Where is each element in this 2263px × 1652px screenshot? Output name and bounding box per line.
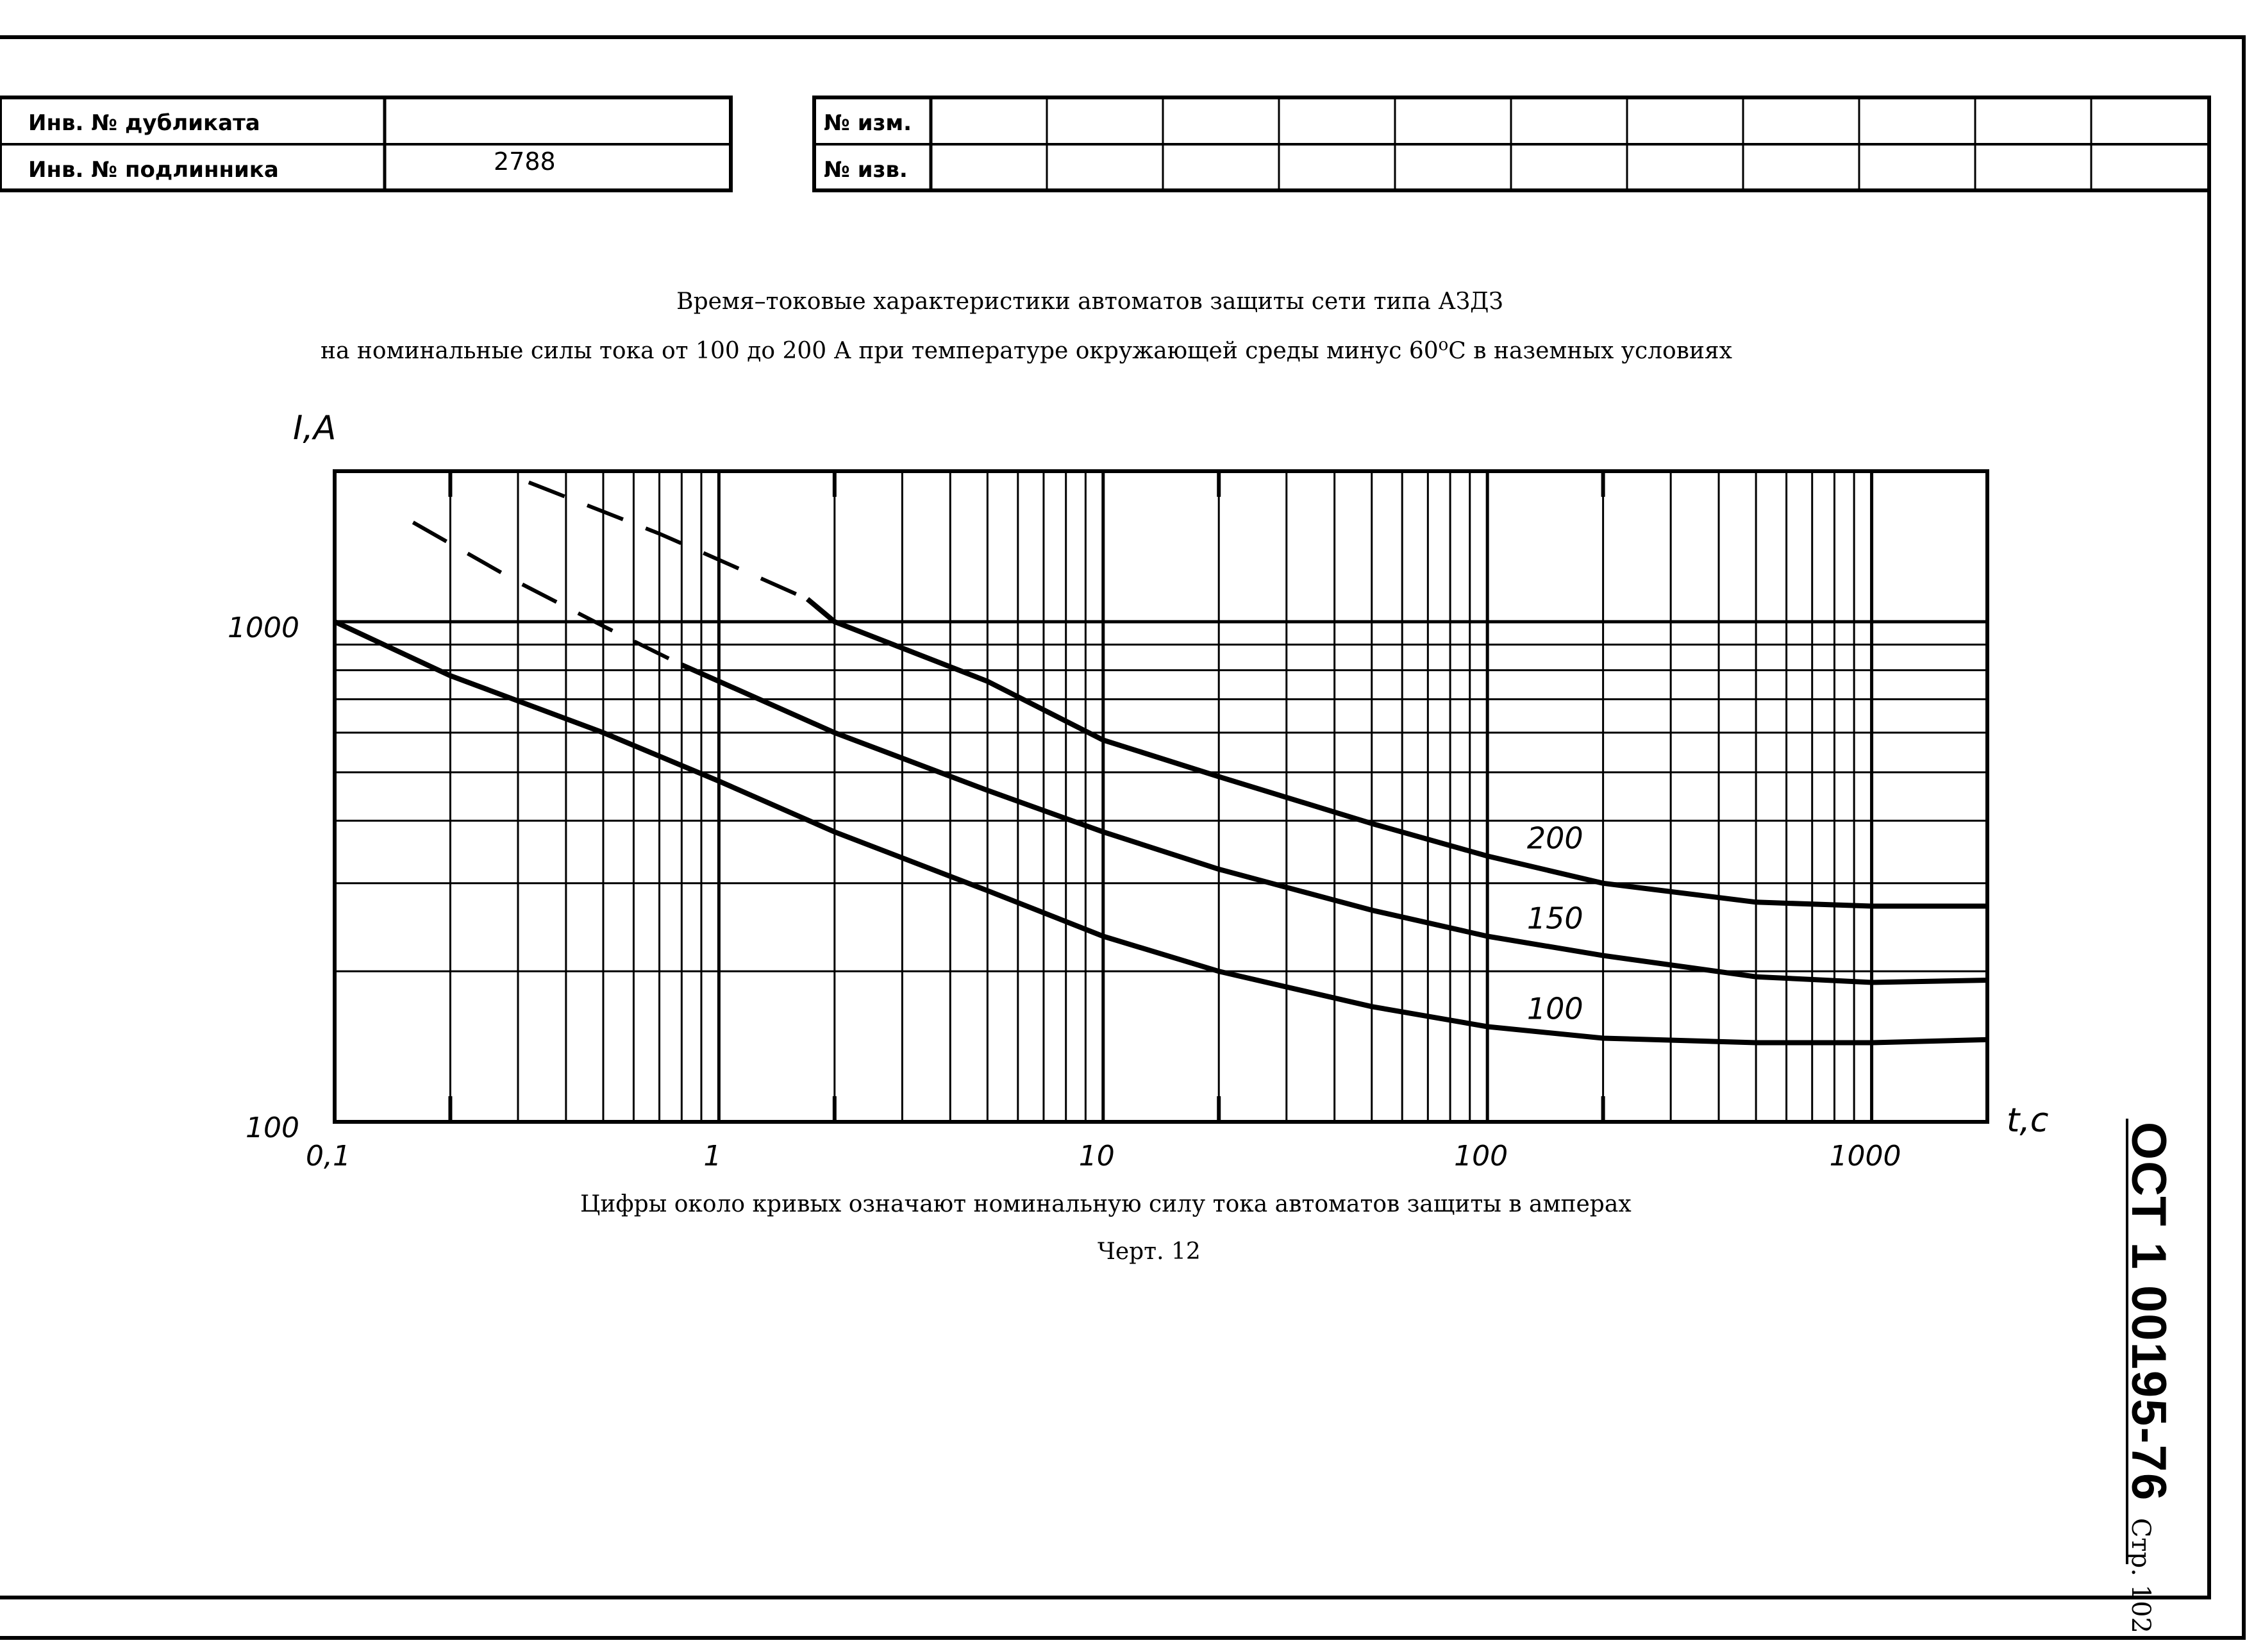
chart-labels bbox=[228, 409, 2049, 1172]
x-tick-label: 10 bbox=[1078, 1140, 1115, 1172]
x-axis-label: t,с bbox=[2007, 1101, 2049, 1140]
degree-mark: o bbox=[1438, 335, 1449, 355]
chart-grid bbox=[335, 470, 1987, 1123]
change-number-label: № изм. bbox=[824, 110, 912, 136]
curve-note: Цифры около кривых означают номинальную силу тока автоматов защиты в амперах bbox=[580, 1191, 1632, 1217]
curve-200-dashed bbox=[529, 482, 808, 599]
curve-100 bbox=[335, 622, 1987, 1043]
standard-number: ОСТ 1 00195-76 bbox=[2121, 1122, 2176, 1502]
curve-label-100: 100 bbox=[1526, 991, 1583, 1026]
x-tick-label: 1 bbox=[703, 1140, 722, 1172]
y-tick-label: 100 bbox=[246, 1112, 299, 1144]
inv-original-value: 2788 bbox=[494, 147, 556, 176]
x-tick-label: 100 bbox=[1454, 1140, 1508, 1172]
x-tick-label: 0,1 bbox=[306, 1140, 351, 1172]
chart-title-line-1: Время–токовые характеристики автоматов защиты сети типа АЗДЗ bbox=[676, 288, 1503, 315]
plot-area-border bbox=[335, 471, 1987, 1122]
notice-number-label: № изв. bbox=[824, 157, 908, 183]
y-tick-label: 1000 bbox=[228, 611, 299, 644]
curve-label-150: 150 bbox=[1526, 901, 1583, 936]
figure-number: Черт. 12 bbox=[1098, 1239, 1201, 1265]
inv-original-label: Инв. № подлинника bbox=[28, 157, 279, 183]
curve-150-dashed bbox=[413, 522, 681, 665]
y-axis-label: I,A bbox=[293, 409, 337, 447]
chart-title-line-2: на номинальные силы тока от 100 до 200 А при температуре окружающей среды минус 60$^o$С в наземных условиях bbox=[321, 335, 1732, 364]
standard-stamp bbox=[2121, 1122, 2176, 1633]
x-tick-label: 1000 bbox=[1829, 1140, 1901, 1172]
inv-duplicate-label: Инв. № дубликата bbox=[28, 110, 260, 136]
chart-curves bbox=[335, 482, 1987, 1042]
curve-label-200: 200 bbox=[1526, 821, 1583, 856]
page-number: Стр. 102 bbox=[2126, 1517, 2155, 1633]
